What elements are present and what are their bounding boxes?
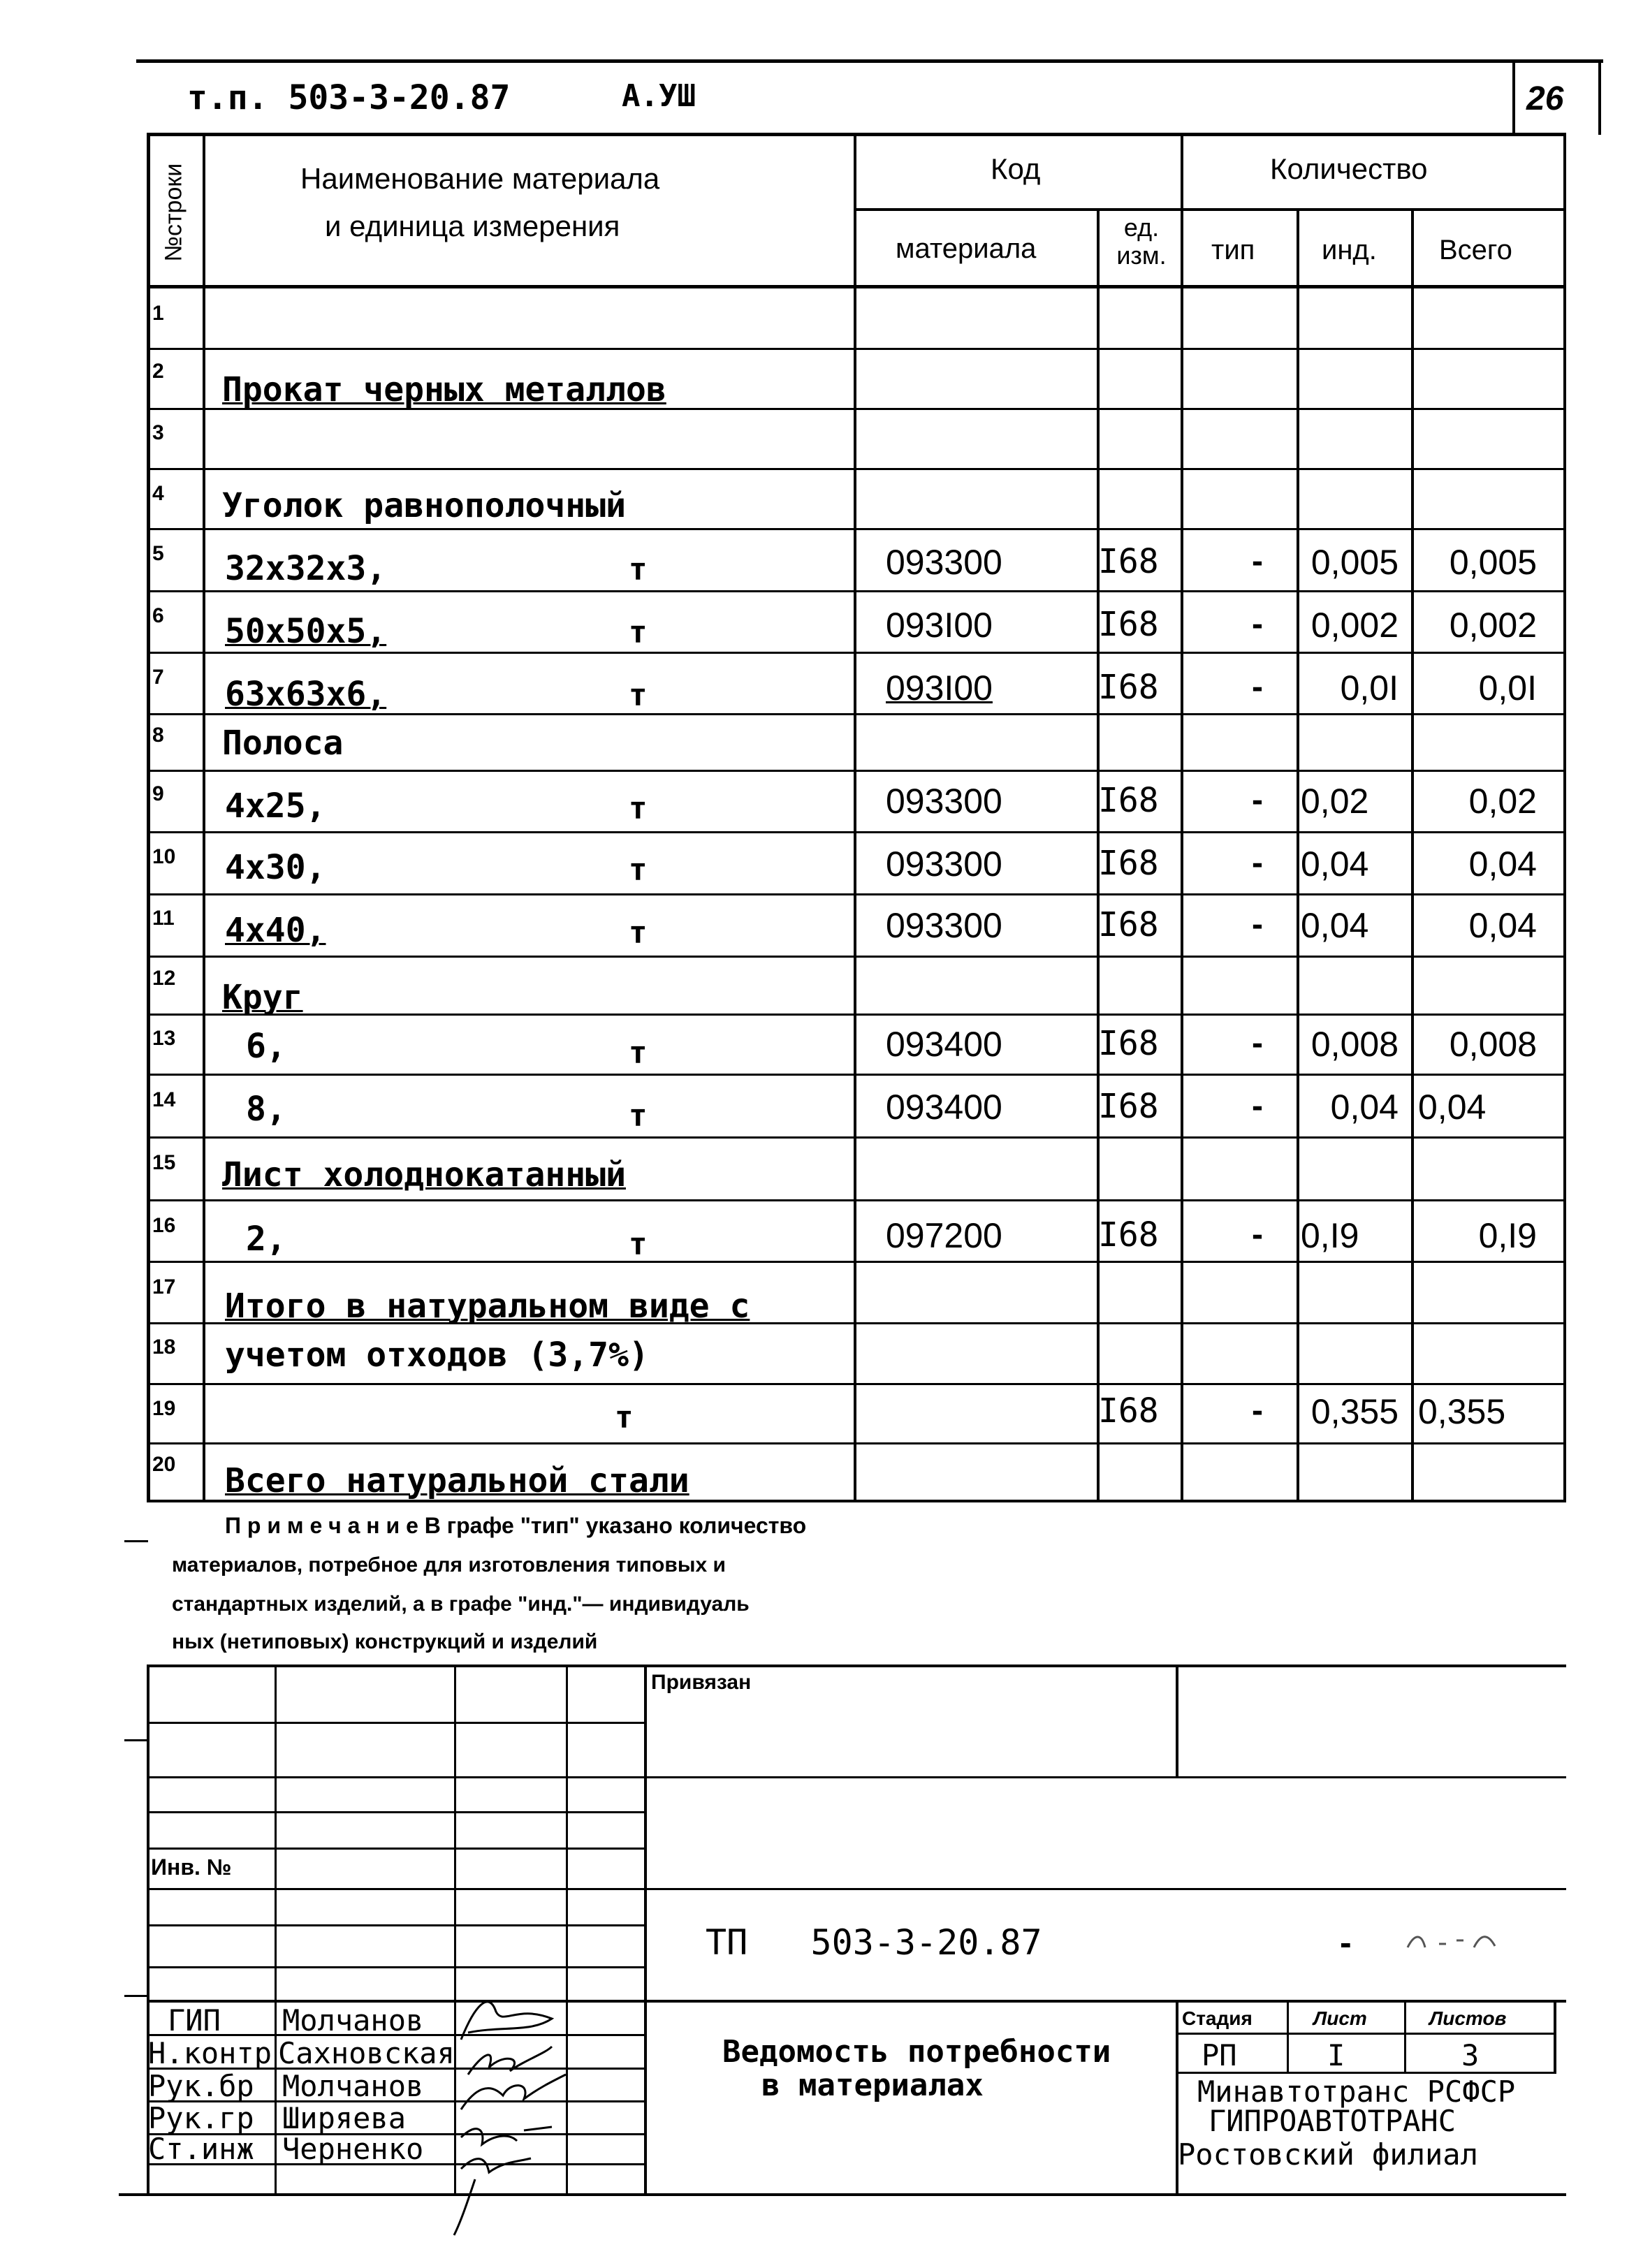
row-number: 2 bbox=[152, 360, 164, 383]
row-total: 0,008 bbox=[1449, 1025, 1537, 1064]
row-number: 18 bbox=[152, 1336, 176, 1359]
row-ed: I68 bbox=[1098, 905, 1159, 944]
signature-mark bbox=[468, 2047, 552, 2075]
sheet-label: Лист bbox=[1313, 2007, 1367, 2029]
row-name: Лист холоднокатанный bbox=[222, 1155, 626, 1194]
bound-label: Привязан bbox=[651, 1671, 752, 1694]
document-code: ТП 503-3-20.87 bbox=[706, 1922, 1042, 1963]
row-name: 6, bbox=[246, 1027, 286, 1066]
top-rule bbox=[136, 59, 1603, 63]
col-sep-ind bbox=[1411, 210, 1414, 1502]
row-number: 19 bbox=[152, 1397, 176, 1420]
row-ed: I68 bbox=[1098, 668, 1159, 707]
row-code: 093400 bbox=[886, 1025, 1002, 1064]
row-total: 0,02 bbox=[1468, 782, 1537, 821]
row-unit: т bbox=[629, 678, 648, 713]
row-unit: т bbox=[629, 1098, 648, 1134]
stamp-sheet-sep bbox=[1404, 2000, 1406, 2073]
signer-name: Сахновская bbox=[278, 2036, 455, 2070]
signer-name: Молчанов bbox=[282, 2069, 424, 2103]
row-name: 63х63х6, bbox=[225, 675, 387, 714]
stamp-col-a bbox=[275, 1665, 277, 2195]
col-header-name-2: и единица измерения bbox=[325, 210, 620, 242]
row-ind: 0,I9 bbox=[1301, 1216, 1359, 1255]
row-number: 8 bbox=[152, 724, 164, 747]
row-total: 0,04 bbox=[1418, 1088, 1487, 1127]
row-ind: 0,04 bbox=[1330, 1088, 1399, 1127]
row-ind: 0,0I bbox=[1340, 668, 1399, 708]
col-header-code-unit: ед. изм. bbox=[1116, 213, 1167, 270]
row-number: 16 bbox=[152, 1214, 176, 1237]
row-name: 50х50х5, bbox=[225, 612, 387, 651]
signer-name: Молчанов bbox=[282, 2003, 424, 2037]
signer-role: Н.контр bbox=[148, 2036, 272, 2070]
signer-role: Рук.бр bbox=[148, 2069, 254, 2103]
col-header-qty-ind: инд. bbox=[1322, 235, 1377, 265]
row-name: 4х25, bbox=[225, 787, 326, 826]
margin-tick bbox=[124, 1540, 148, 1542]
row-number: 6 bbox=[152, 604, 164, 627]
row-name: Уголок равнополочный bbox=[222, 486, 626, 525]
row-tip: - bbox=[1252, 606, 1263, 643]
row-code: 093300 bbox=[886, 782, 1002, 821]
row-name: Прокат черных металлов bbox=[222, 370, 666, 409]
table-top bbox=[147, 133, 1566, 136]
sheets-label: Листов bbox=[1429, 2007, 1507, 2029]
row-tip: - bbox=[1252, 844, 1263, 881]
row-name: Всего натуральной стали bbox=[225, 1461, 689, 1500]
inventory-number-label: Инв. № bbox=[151, 1854, 232, 1880]
doc-reference: т.п. 503-3-20.87 bbox=[187, 78, 511, 117]
row-total: 0,I9 bbox=[1478, 1216, 1537, 1255]
row-unit: т bbox=[629, 615, 648, 650]
row-unit: т bbox=[629, 552, 648, 587]
row-total: 0,04 bbox=[1468, 844, 1537, 884]
row-name: учетом отходов (3,7%) bbox=[225, 1336, 649, 1375]
stage-value: РП bbox=[1202, 2038, 1237, 2072]
row-code: 093300 bbox=[886, 844, 1002, 884]
row-code: 093I00 bbox=[886, 606, 993, 645]
row-number: 20 bbox=[152, 1453, 176, 1476]
signer-role: ГИП bbox=[168, 2003, 221, 2037]
signer-name: Черненко bbox=[282, 2132, 424, 2166]
row-number: 5 bbox=[152, 542, 164, 565]
row-ind: 0,02 bbox=[1301, 782, 1369, 821]
stamp-col-d bbox=[644, 1665, 647, 2195]
row-name: 4х40, bbox=[225, 911, 326, 950]
row-ed: I68 bbox=[1098, 781, 1159, 820]
row-ind: 0,355 bbox=[1310, 1392, 1399, 1431]
row-tip: - bbox=[1252, 668, 1263, 705]
signature-mark bbox=[461, 2002, 552, 2040]
signatures bbox=[447, 1977, 587, 2242]
row-name: 4х30, bbox=[225, 848, 326, 887]
row-total: 0,002 bbox=[1449, 606, 1537, 645]
organization-line-3: Ростовский филиал bbox=[1178, 2137, 1478, 2172]
header-mid-line bbox=[854, 208, 1566, 211]
row-ind: 0,04 bbox=[1301, 844, 1369, 884]
col-header-name-1: Наименование материала bbox=[300, 162, 660, 195]
row-tip: - bbox=[1252, 1088, 1263, 1125]
row-unit: т bbox=[629, 915, 648, 951]
signature-mark bbox=[461, 2127, 552, 2144]
row-code: 093300 bbox=[886, 906, 1002, 945]
note-line-1: П р и м е ч а н и е В графе "тип" указано количество bbox=[225, 1513, 807, 1538]
document-title-1: Ведомость потребности bbox=[722, 2034, 1111, 2070]
row-number: 13 bbox=[152, 1027, 176, 1050]
col-header-code-material: материала bbox=[896, 233, 1037, 264]
table-left bbox=[147, 133, 150, 1502]
row-name: Круг bbox=[222, 978, 303, 1017]
row-name: Полоса bbox=[222, 724, 344, 763]
row-code: 093400 bbox=[886, 1088, 1002, 1127]
row-ed: I68 bbox=[1098, 1215, 1159, 1254]
col-header-qty-total: Всего bbox=[1439, 235, 1512, 265]
signature-mark bbox=[461, 2075, 566, 2109]
row-number: 1 bbox=[152, 302, 164, 325]
row-tip: - bbox=[1252, 543, 1263, 580]
row-total: 0,355 bbox=[1418, 1392, 1506, 1431]
note-line-3: стандартных изделий, а в графе "инд."— индивидуаль bbox=[172, 1593, 750, 1616]
col-sep-ed bbox=[1181, 133, 1183, 1502]
stamp-right bbox=[1554, 2000, 1556, 2073]
margin-tick bbox=[124, 1995, 148, 1997]
col-sep-tip bbox=[1297, 210, 1299, 1502]
row-tip: - bbox=[1252, 906, 1263, 943]
row-code: 097200 bbox=[886, 1216, 1002, 1255]
document-code-suffix: - bbox=[1340, 1923, 1352, 1962]
row-ed: I68 bbox=[1098, 844, 1159, 883]
row-unit: т bbox=[629, 791, 648, 826]
row-total: 0,0I bbox=[1478, 668, 1537, 708]
row-number: 10 bbox=[152, 845, 176, 868]
row-number: 14 bbox=[152, 1088, 176, 1111]
row-ind: 0,04 bbox=[1301, 906, 1369, 945]
signature-mark bbox=[454, 2158, 531, 2235]
col-sep-rownum bbox=[203, 133, 205, 1502]
stamp-col-e bbox=[1176, 1665, 1178, 1776]
row-number: 9 bbox=[152, 782, 164, 805]
header-bottom-line bbox=[147, 285, 1566, 288]
col-sep-name bbox=[854, 133, 856, 1502]
signer-role: Рук.гр bbox=[148, 2101, 254, 2135]
document-title-2: в материалах bbox=[761, 2068, 984, 2103]
row-tip: - bbox=[1252, 1392, 1263, 1429]
note-line-4: ных (нетиповых) конструкций и изделий bbox=[172, 1630, 598, 1653]
row-unit: т bbox=[629, 1035, 648, 1071]
row-unit: т bbox=[615, 1400, 634, 1435]
organization-line-1: Минавтотранс РСФСР bbox=[1197, 2075, 1516, 2109]
row-number: 17 bbox=[152, 1275, 176, 1298]
row-tip: - bbox=[1252, 1025, 1263, 1062]
row-number: 3 bbox=[152, 421, 164, 444]
col-header-qty-type: тип bbox=[1211, 235, 1255, 265]
row-ed: I68 bbox=[1098, 1024, 1159, 1063]
row-unit: т bbox=[629, 852, 648, 888]
margin-tick bbox=[124, 1739, 148, 1741]
row-ed: I68 bbox=[1098, 605, 1159, 644]
row-number: 4 bbox=[152, 482, 164, 505]
signer-role: Ст.инж bbox=[148, 2132, 254, 2166]
row-name: Итого в натуральном виде с bbox=[225, 1287, 750, 1326]
row-number: 7 bbox=[152, 666, 164, 689]
row-code: 093I00 bbox=[886, 668, 993, 708]
col-header-quantity: Количество bbox=[1270, 152, 1428, 185]
organization-line-2: ГИПРОАВТОТРАНС bbox=[1209, 2104, 1456, 2138]
col-header-rowno: №строки bbox=[160, 163, 187, 262]
row-ind: 0,005 bbox=[1310, 543, 1399, 582]
sheets-value: 3 bbox=[1461, 2038, 1480, 2072]
stamp-top bbox=[147, 1665, 1566, 1667]
col-header-code: Код bbox=[991, 152, 1041, 185]
row-number: 11 bbox=[152, 907, 175, 930]
row-ind: 0,002 bbox=[1310, 606, 1399, 645]
table-right bbox=[1563, 133, 1566, 1502]
stage-label: Стадия bbox=[1182, 2007, 1253, 2029]
row-tip: - bbox=[1252, 1216, 1263, 1253]
row-number: 12 bbox=[152, 967, 176, 990]
row-code: 093300 bbox=[886, 543, 1002, 582]
row-name: 2, bbox=[246, 1220, 286, 1259]
row-total: 0,005 bbox=[1449, 543, 1537, 582]
page-number-box-right bbox=[1598, 61, 1601, 135]
row-ed: I68 bbox=[1098, 1087, 1159, 1126]
row-ind: 0,008 bbox=[1310, 1025, 1399, 1064]
row-total: 0,04 bbox=[1468, 906, 1537, 945]
row-ed: I68 bbox=[1098, 1391, 1159, 1431]
stamp-stage-sep bbox=[1287, 2000, 1289, 2073]
note-line-2: материалов, потребное для изготовления типовых и bbox=[172, 1553, 726, 1576]
sheet-value: I bbox=[1327, 2038, 1345, 2072]
page-number: 26 bbox=[1526, 80, 1564, 117]
row-tip: - bbox=[1252, 782, 1263, 819]
row-number: 15 bbox=[152, 1151, 176, 1174]
row-unit: т bbox=[629, 1227, 648, 1262]
album-label: А.УШ bbox=[622, 78, 696, 114]
signer-name: Ширяева bbox=[282, 2101, 407, 2135]
row-name: 32х32х3, bbox=[225, 549, 387, 588]
faded-mark bbox=[1404, 1919, 1516, 1961]
row-name: 8, bbox=[246, 1090, 286, 1129]
page-number-box-left bbox=[1512, 61, 1515, 135]
row-ed: I68 bbox=[1098, 542, 1159, 581]
